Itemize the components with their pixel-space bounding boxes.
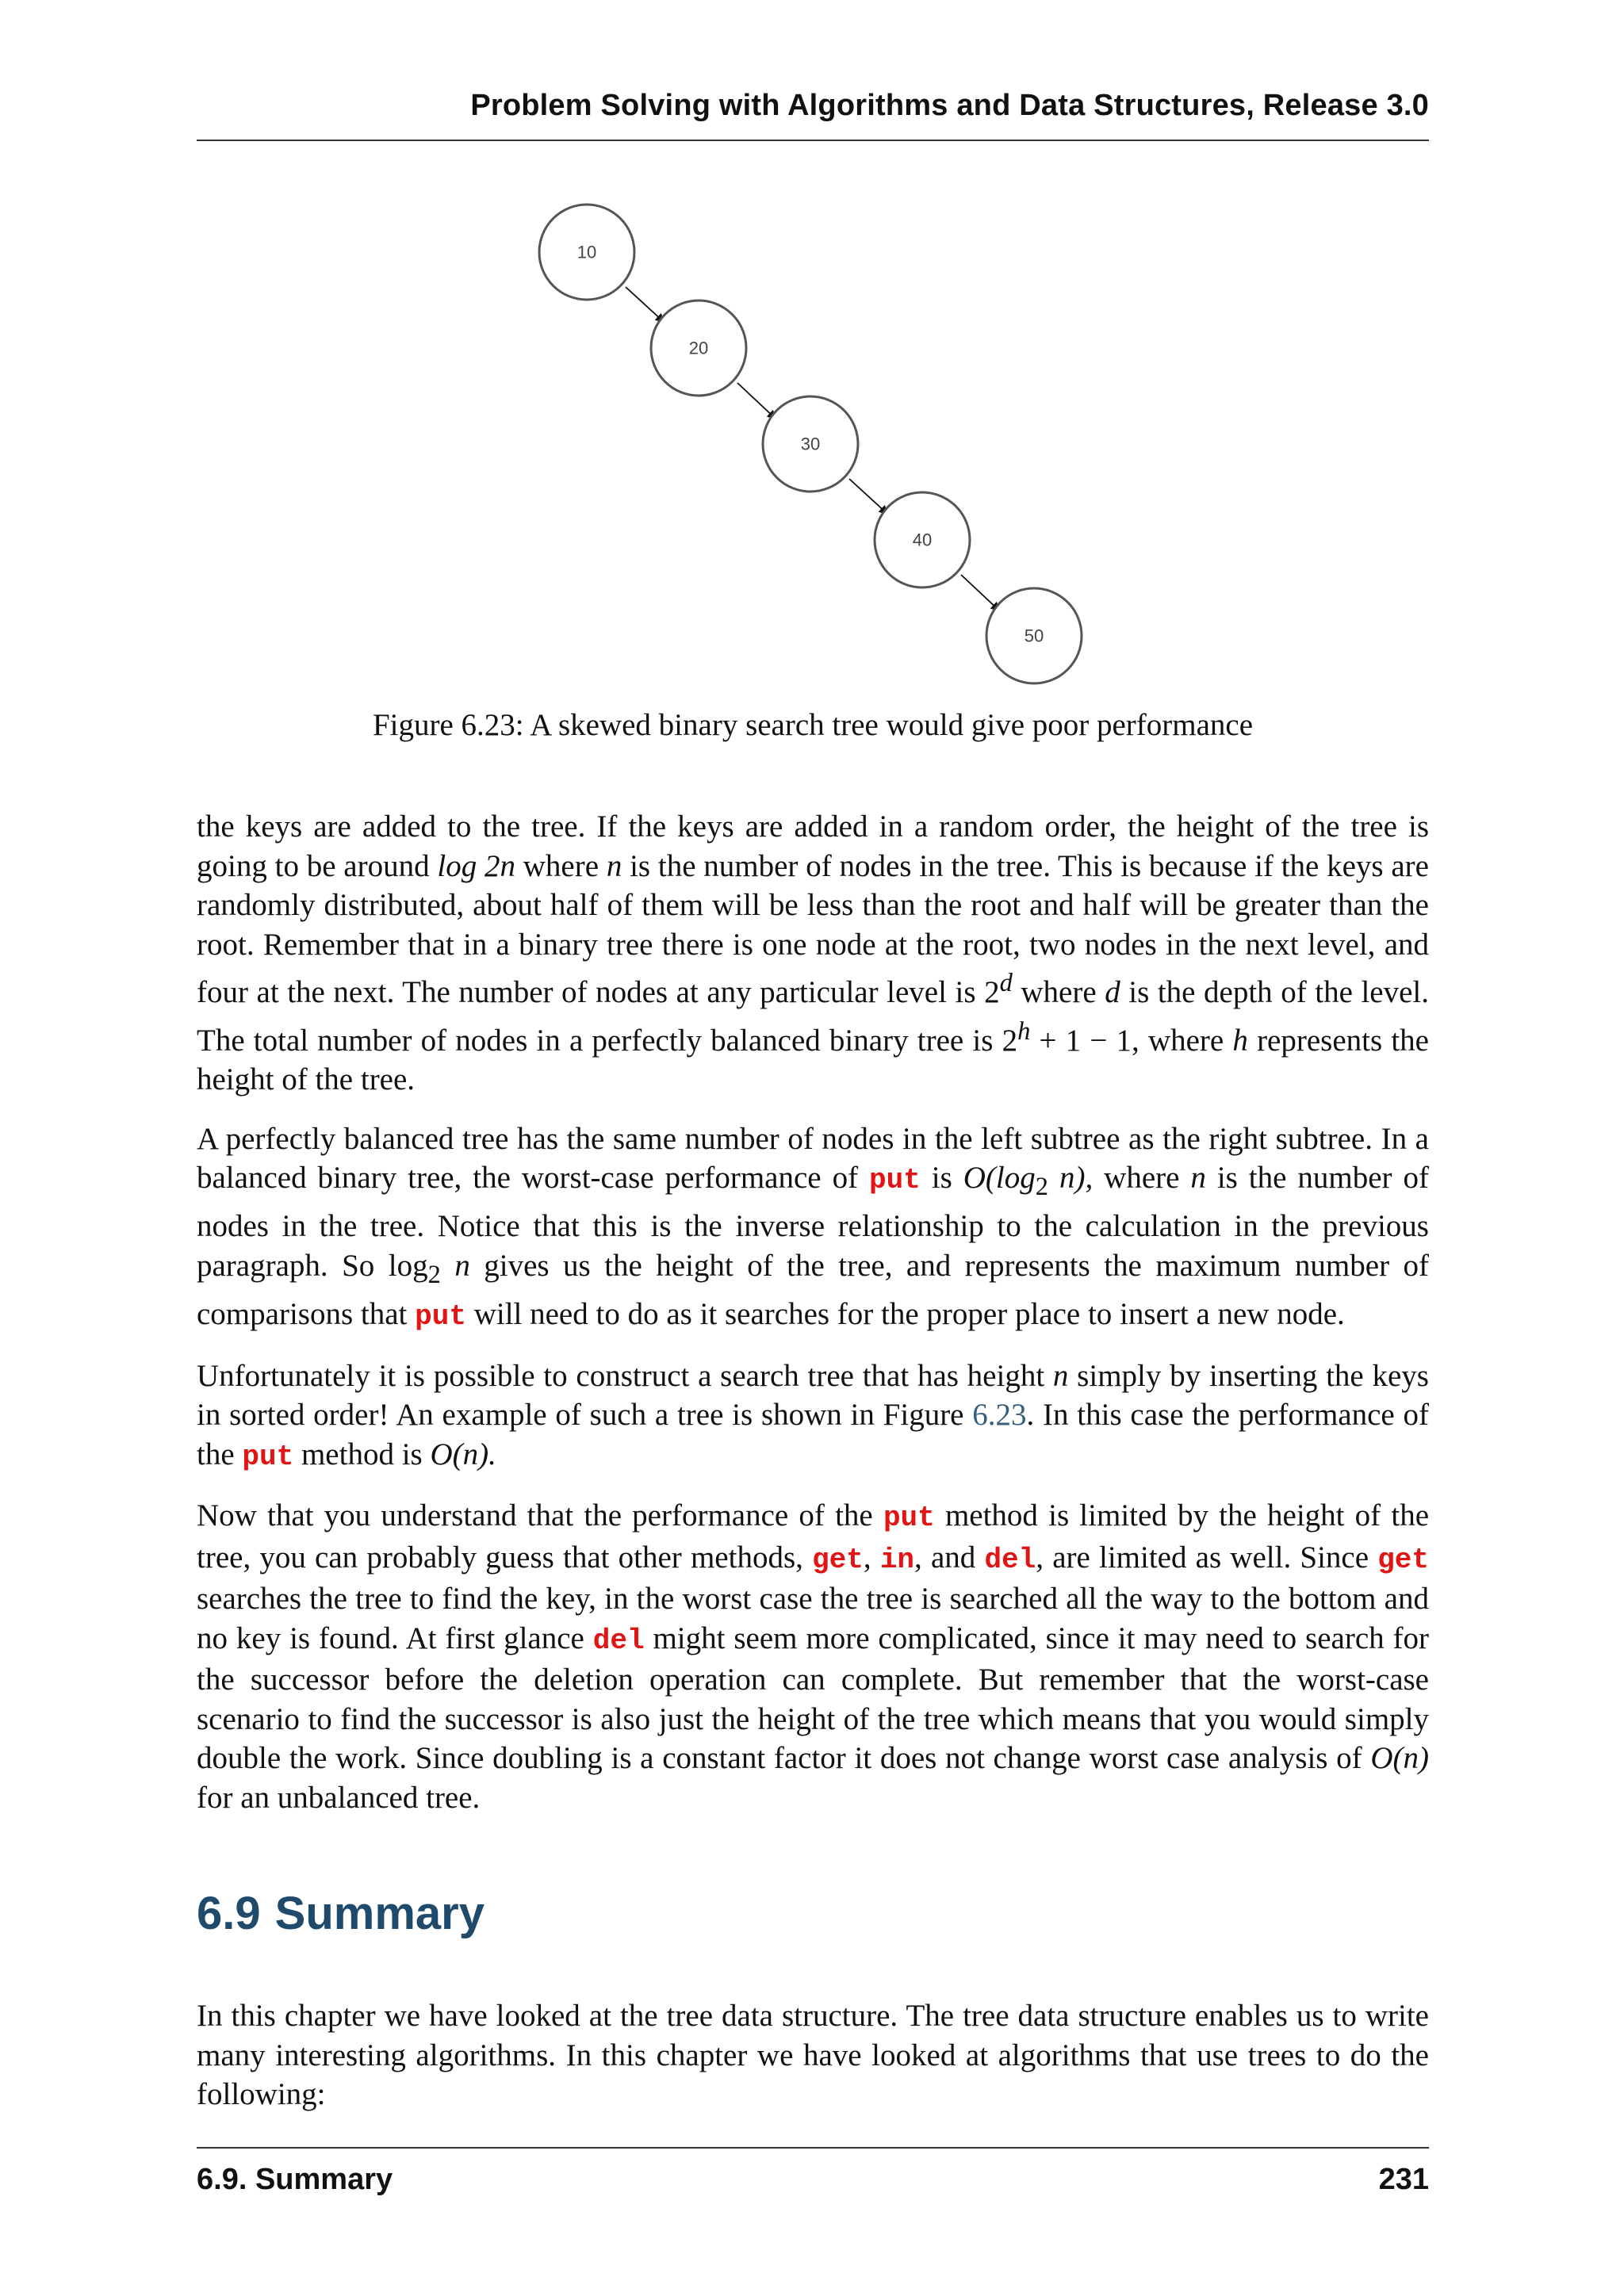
math-n: n xyxy=(1190,1161,1206,1195)
math-part: O(log xyxy=(963,1161,1036,1195)
text: is the depth of the level. The total number of nodes in a perfectly balanced binary tree is xyxy=(197,975,1429,1058)
paragraph-summary-intro: In this chapter we have looked at the tree data structure. The tree data structure enables us to write many interesting algorithms. In this chapter we have looked at algorithms that use trees to do the following: xyxy=(197,1999,1429,2111)
math-base: 2 xyxy=(984,975,1000,1009)
text: is xyxy=(920,1161,963,1195)
node-label-10: 10 xyxy=(576,242,597,262)
text: Now that you understand that the performance of the xyxy=(197,1498,883,1533)
paragraph-skewed-tree xyxy=(197,1357,1429,1477)
tree-node-50 xyxy=(986,588,1082,683)
math-log2-n xyxy=(388,1248,470,1289)
code-del: del xyxy=(592,1624,645,1657)
text: might seem more complicated, since it may need to search for the successor before the deletion operation can complete. But remember that the worst-case scenario to find the successor is also just the height of the tree which means that you would simply double the work. Since doubling is a constant factor it does not change worst case analysis of xyxy=(197,1621,1430,1776)
text: method is limited by the height of the tree, you can probably guess that other methods, xyxy=(197,1498,1429,1575)
text: Unfortunately it is possible to construct a search tree that has height xyxy=(197,1358,1053,1393)
tree-node-30 xyxy=(763,396,858,492)
node-label-40: 40 xyxy=(912,530,933,550)
text: is the number of nodes in the tree. This is because if the keys are randomly distributed, about half of them will be less than the root and half will be greater than the root. Remember that in a binary tree there is one node at the root, two nodes in the next level, and four at the next. The number of nodes at any particular level is xyxy=(197,848,1429,1009)
math-rest: + 1 − 1, xyxy=(1030,1023,1139,1058)
running-header xyxy=(197,86,1429,141)
text: , are limited as well. Since xyxy=(1036,1540,1378,1575)
math-base: 2 xyxy=(1002,1023,1018,1058)
code-put: put xyxy=(883,1502,935,1535)
skewed-tree-figure xyxy=(508,190,1110,698)
footer-section: 6.9. Summary xyxy=(197,2163,393,2196)
running-footer xyxy=(197,2147,1429,2204)
text: . In this case the performance of the xyxy=(197,1398,1429,1471)
text: , and xyxy=(914,1540,985,1575)
code-put: put xyxy=(869,1164,921,1196)
page-number: 231 xyxy=(1378,2163,1429,2196)
text: A perfectly balanced tree has the same number of nodes in the left subtree as the right subtree. In a balanced binary tree, the worst-case performance of xyxy=(197,1121,1429,1195)
math-d: d xyxy=(1105,975,1120,1009)
text: is the number of nodes in the tree. Notice that this is the inverse relationship to the calculation in the previous paragraph. So xyxy=(197,1161,1429,1283)
code-put: put xyxy=(242,1440,294,1473)
text: will need to do as it searches for the proper place to insert a new node. xyxy=(465,1297,1345,1332)
tree-node-20 xyxy=(651,300,746,396)
code-del: del xyxy=(984,1543,1036,1576)
tree-diagram xyxy=(508,190,1110,698)
text: simply by inserting the keys in sorted order! An example of such a tree is shown in Figure xyxy=(197,1358,1429,1433)
text: where xyxy=(1093,1161,1191,1195)
paragraph-other-methods xyxy=(197,1496,1429,1817)
text: represents the height of the tree. xyxy=(197,1023,1429,1096)
math-subscript: 2 xyxy=(1035,1172,1048,1201)
section-heading xyxy=(197,1887,485,1940)
math-subscript: 2 xyxy=(427,1260,441,1289)
text: method is xyxy=(293,1437,431,1471)
code-put: put xyxy=(415,1300,466,1334)
header-title: Problem Solving with Algorithms and Data Structures, Release 3.0 xyxy=(470,89,1429,122)
math-o-log2-n xyxy=(963,1161,1094,1201)
math-part: log xyxy=(388,1248,428,1283)
paragraph-height-analysis xyxy=(197,807,1429,1100)
edge-40-50 xyxy=(961,575,999,610)
math-superscript: h xyxy=(1017,1016,1031,1046)
section-number: 6.9 xyxy=(197,1888,261,1939)
node-label-50: 50 xyxy=(1024,626,1044,646)
math-2-pow-h-plus-1-minus-1 xyxy=(1002,1016,1139,1058)
math-n: n xyxy=(1052,1358,1069,1393)
text: where xyxy=(1012,975,1105,1009)
text: gives us the height of the tree, and represents the maximum number of comparisons that xyxy=(197,1248,1430,1332)
math-o-n: O(n). xyxy=(430,1437,496,1471)
body-content xyxy=(197,807,1429,1837)
text: for an unbalanced tree. xyxy=(197,1780,481,1815)
text: where xyxy=(515,848,607,883)
math-superscript: d xyxy=(999,969,1013,997)
edge-30-40 xyxy=(849,479,887,514)
text: , xyxy=(863,1540,880,1575)
edge-10-20 xyxy=(626,287,664,322)
math-o-n: O(n) xyxy=(1370,1741,1429,1776)
math-n: n xyxy=(606,848,622,883)
text: where xyxy=(1139,1023,1233,1058)
math-2-pow-d xyxy=(984,969,1013,1009)
section-title: Summary xyxy=(274,1888,485,1939)
figure-caption: Figure 6.23: A skewed binary search tree would give poor performance xyxy=(372,708,1254,742)
text: the keys are added to the tree. If the keys are added in a random order, the height of the tree is going to be around xyxy=(197,809,1429,883)
code-in: in xyxy=(879,1543,915,1576)
node-label-30: 30 xyxy=(800,434,821,454)
node-label-20: 20 xyxy=(688,338,709,358)
text: searches the tree to find the key, in the worst case the tree is searched all the way to the bottom and no key is found. At first glance xyxy=(197,1582,1429,1655)
edge-20-30 xyxy=(737,383,776,419)
code-get: get xyxy=(1377,1543,1430,1576)
summary-content xyxy=(197,1996,1429,2114)
tree-node-10 xyxy=(539,205,634,300)
math-part: n), xyxy=(1048,1161,1094,1195)
math-log-2n: log 2n xyxy=(437,848,515,883)
figure-reference-link[interactable]: 6.23 xyxy=(972,1398,1027,1433)
math-h: h xyxy=(1232,1023,1248,1058)
paragraph-balanced-tree xyxy=(197,1119,1429,1337)
code-get: get xyxy=(812,1543,864,1576)
tree-node-40 xyxy=(875,492,970,587)
math-part: n xyxy=(440,1248,470,1283)
